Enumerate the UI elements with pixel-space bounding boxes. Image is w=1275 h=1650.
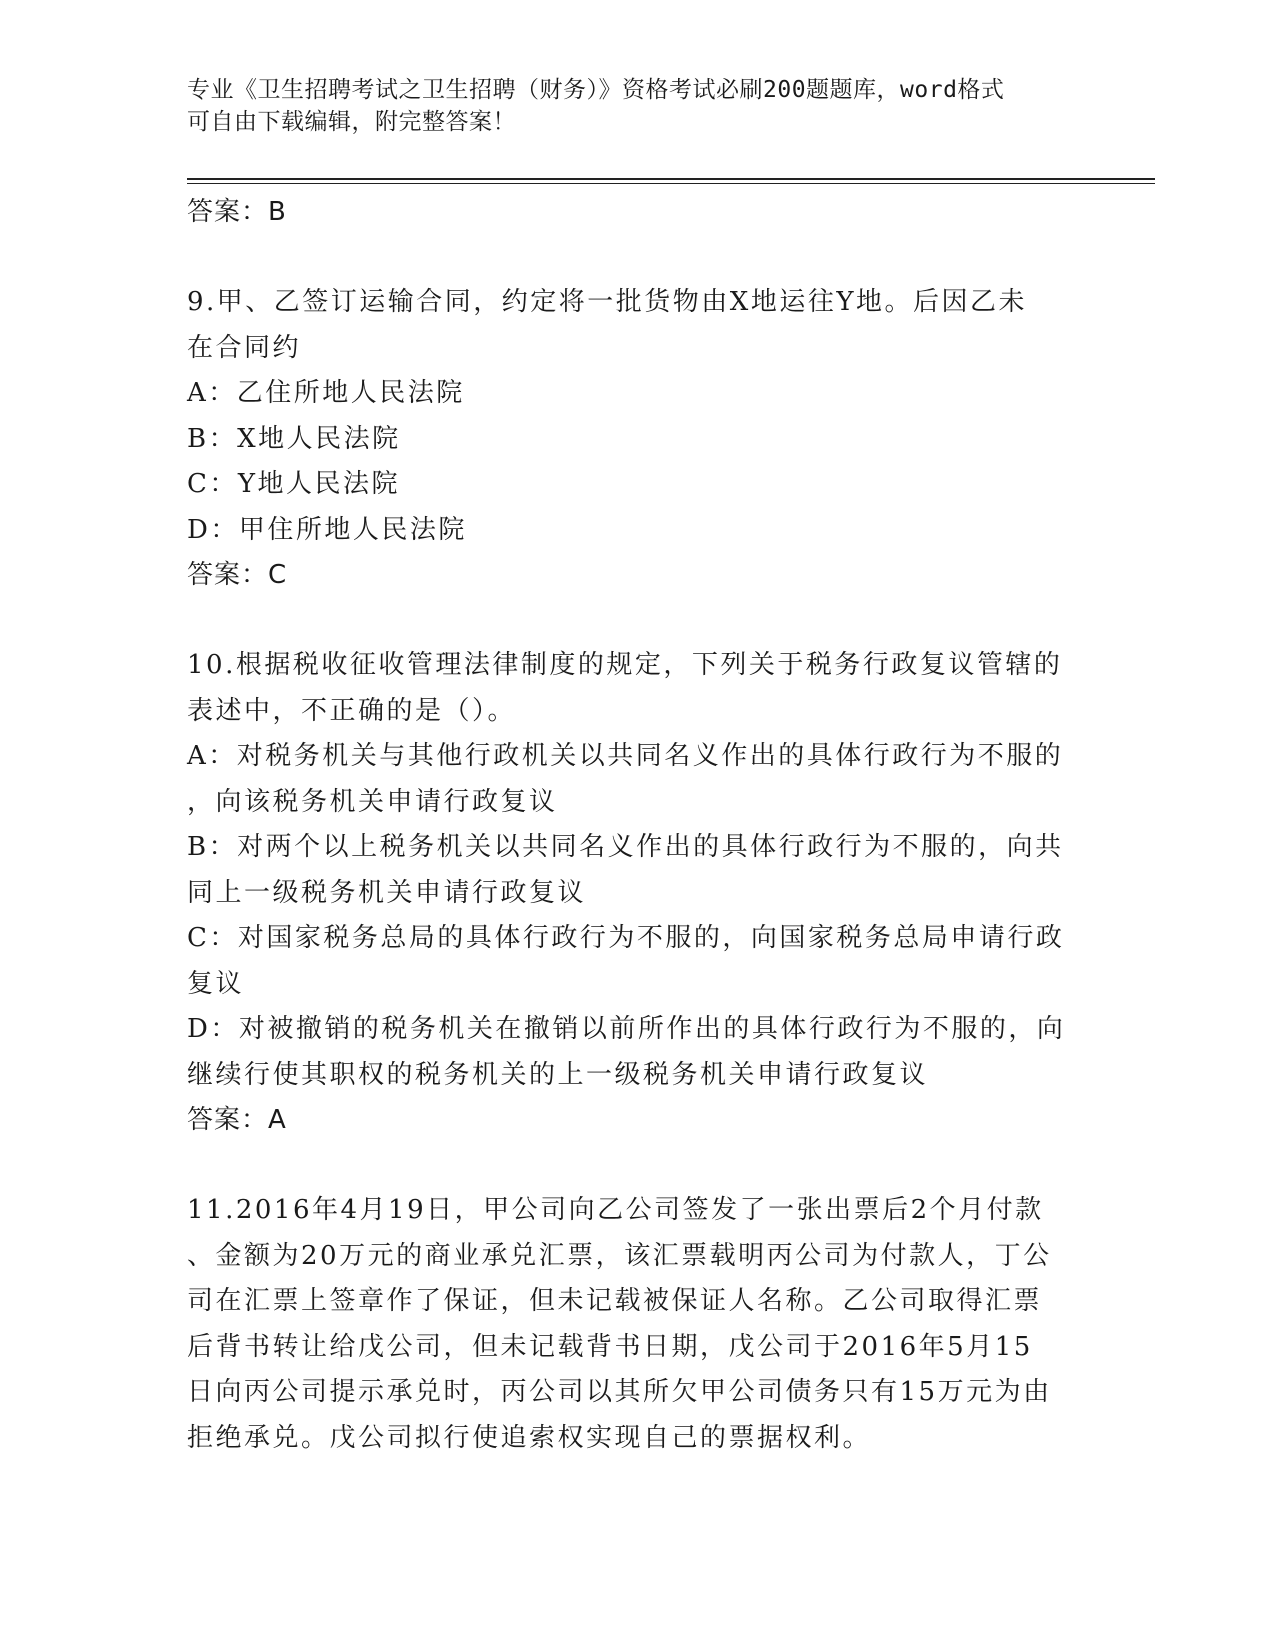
option-text-line: C：对国家税务总局的具体行政行为不服的，向国家税务总局申请行政 bbox=[187, 923, 1065, 953]
option-text-line: 继续行使其职权的税务机关的上一级税务机关申请行政复议 bbox=[187, 1059, 929, 1090]
header-rule-thick bbox=[187, 178, 1155, 180]
spacer bbox=[187, 234, 1067, 280]
question-9 bbox=[187, 280, 1067, 597]
question-text-line: 拒绝承兑。戊公司拟行使追索权实现自己的票据权利。 bbox=[187, 1422, 872, 1453]
option-a: A：乙住所地人民法院 bbox=[187, 378, 465, 408]
question-text-line: 后背书转让给戊公司，但未记载背书日期，戊公司于2016年5月15 bbox=[187, 1331, 1033, 1362]
answer-line: 答案：A bbox=[187, 1105, 287, 1135]
spacer bbox=[187, 597, 1067, 643]
option-c bbox=[187, 916, 1067, 1007]
option-d: D：甲住所地人民法院 bbox=[187, 514, 467, 545]
option-b: B：X地人民法院 bbox=[187, 423, 401, 454]
question-text-line: 11.2016年4月19日，甲公司向乙公司签发了一张出票后2个月付款 bbox=[187, 1195, 1044, 1225]
answer-line: 答案：C bbox=[187, 560, 288, 590]
option-c: C：Y地人民法院 bbox=[187, 469, 401, 499]
header-line-1: 专业《卫生招聘考试之卫生招聘（财务）》资格考试必刷200题题库，word格式 bbox=[187, 77, 1005, 103]
question-text-line: 日向丙公司提示承兑时，丙公司以其所欠甲公司债务只有15万元为由 bbox=[187, 1377, 1052, 1407]
document-body bbox=[187, 190, 1067, 1461]
question-text-line: 、金额为20万元的商业承兑汇票，该汇票载明丙公司为付款人，丁公 bbox=[187, 1240, 1052, 1271]
option-text-line: ，向该税务机关申请行政复议 bbox=[187, 786, 558, 817]
option-d bbox=[187, 1007, 1067, 1098]
question-11 bbox=[187, 1188, 1067, 1461]
question-text-line: 表述中，不正确的是（）。 bbox=[187, 695, 517, 726]
option-text-line: D：对被撤销的税务机关在撤销以前所作出的具体行政行为不服的，向 bbox=[187, 1014, 1066, 1044]
option-b bbox=[187, 825, 1067, 916]
header-rule-thin bbox=[187, 183, 1155, 184]
header-line-2: 可自由下载编辑，附完整答案！ bbox=[187, 109, 516, 135]
question-text-line: 10.根据税收征收管理法律制度的规定，下列关于税务行政复议管辖的 bbox=[187, 650, 1063, 680]
option-a bbox=[187, 734, 1067, 825]
question-text-line: 在合同约 bbox=[187, 332, 302, 363]
answer-line: 答案：B bbox=[187, 197, 287, 227]
option-text-line: B：对两个以上税务机关以共同名义作出的具体行政行为不服的，向共 bbox=[187, 832, 1064, 862]
option-text-line: 复议 bbox=[187, 968, 245, 999]
page-header bbox=[187, 74, 1067, 138]
question-text-line: 司在汇票上签章作了保证，但未记载被保证人名称。乙公司取得汇票 bbox=[187, 1286, 1043, 1316]
option-text-line: 同上一级税务机关申请行政复议 bbox=[187, 877, 587, 908]
option-text-line: A：对税务机关与其他行政机关以共同名义作出的具体行政行为不服的 bbox=[187, 741, 1064, 771]
question-10 bbox=[187, 643, 1067, 1142]
question-text-line: 9.甲、乙签订运输合同，约定将一批货物由X地运往Y地。后因乙未 bbox=[187, 287, 1027, 317]
spacer bbox=[187, 1142, 1067, 1188]
